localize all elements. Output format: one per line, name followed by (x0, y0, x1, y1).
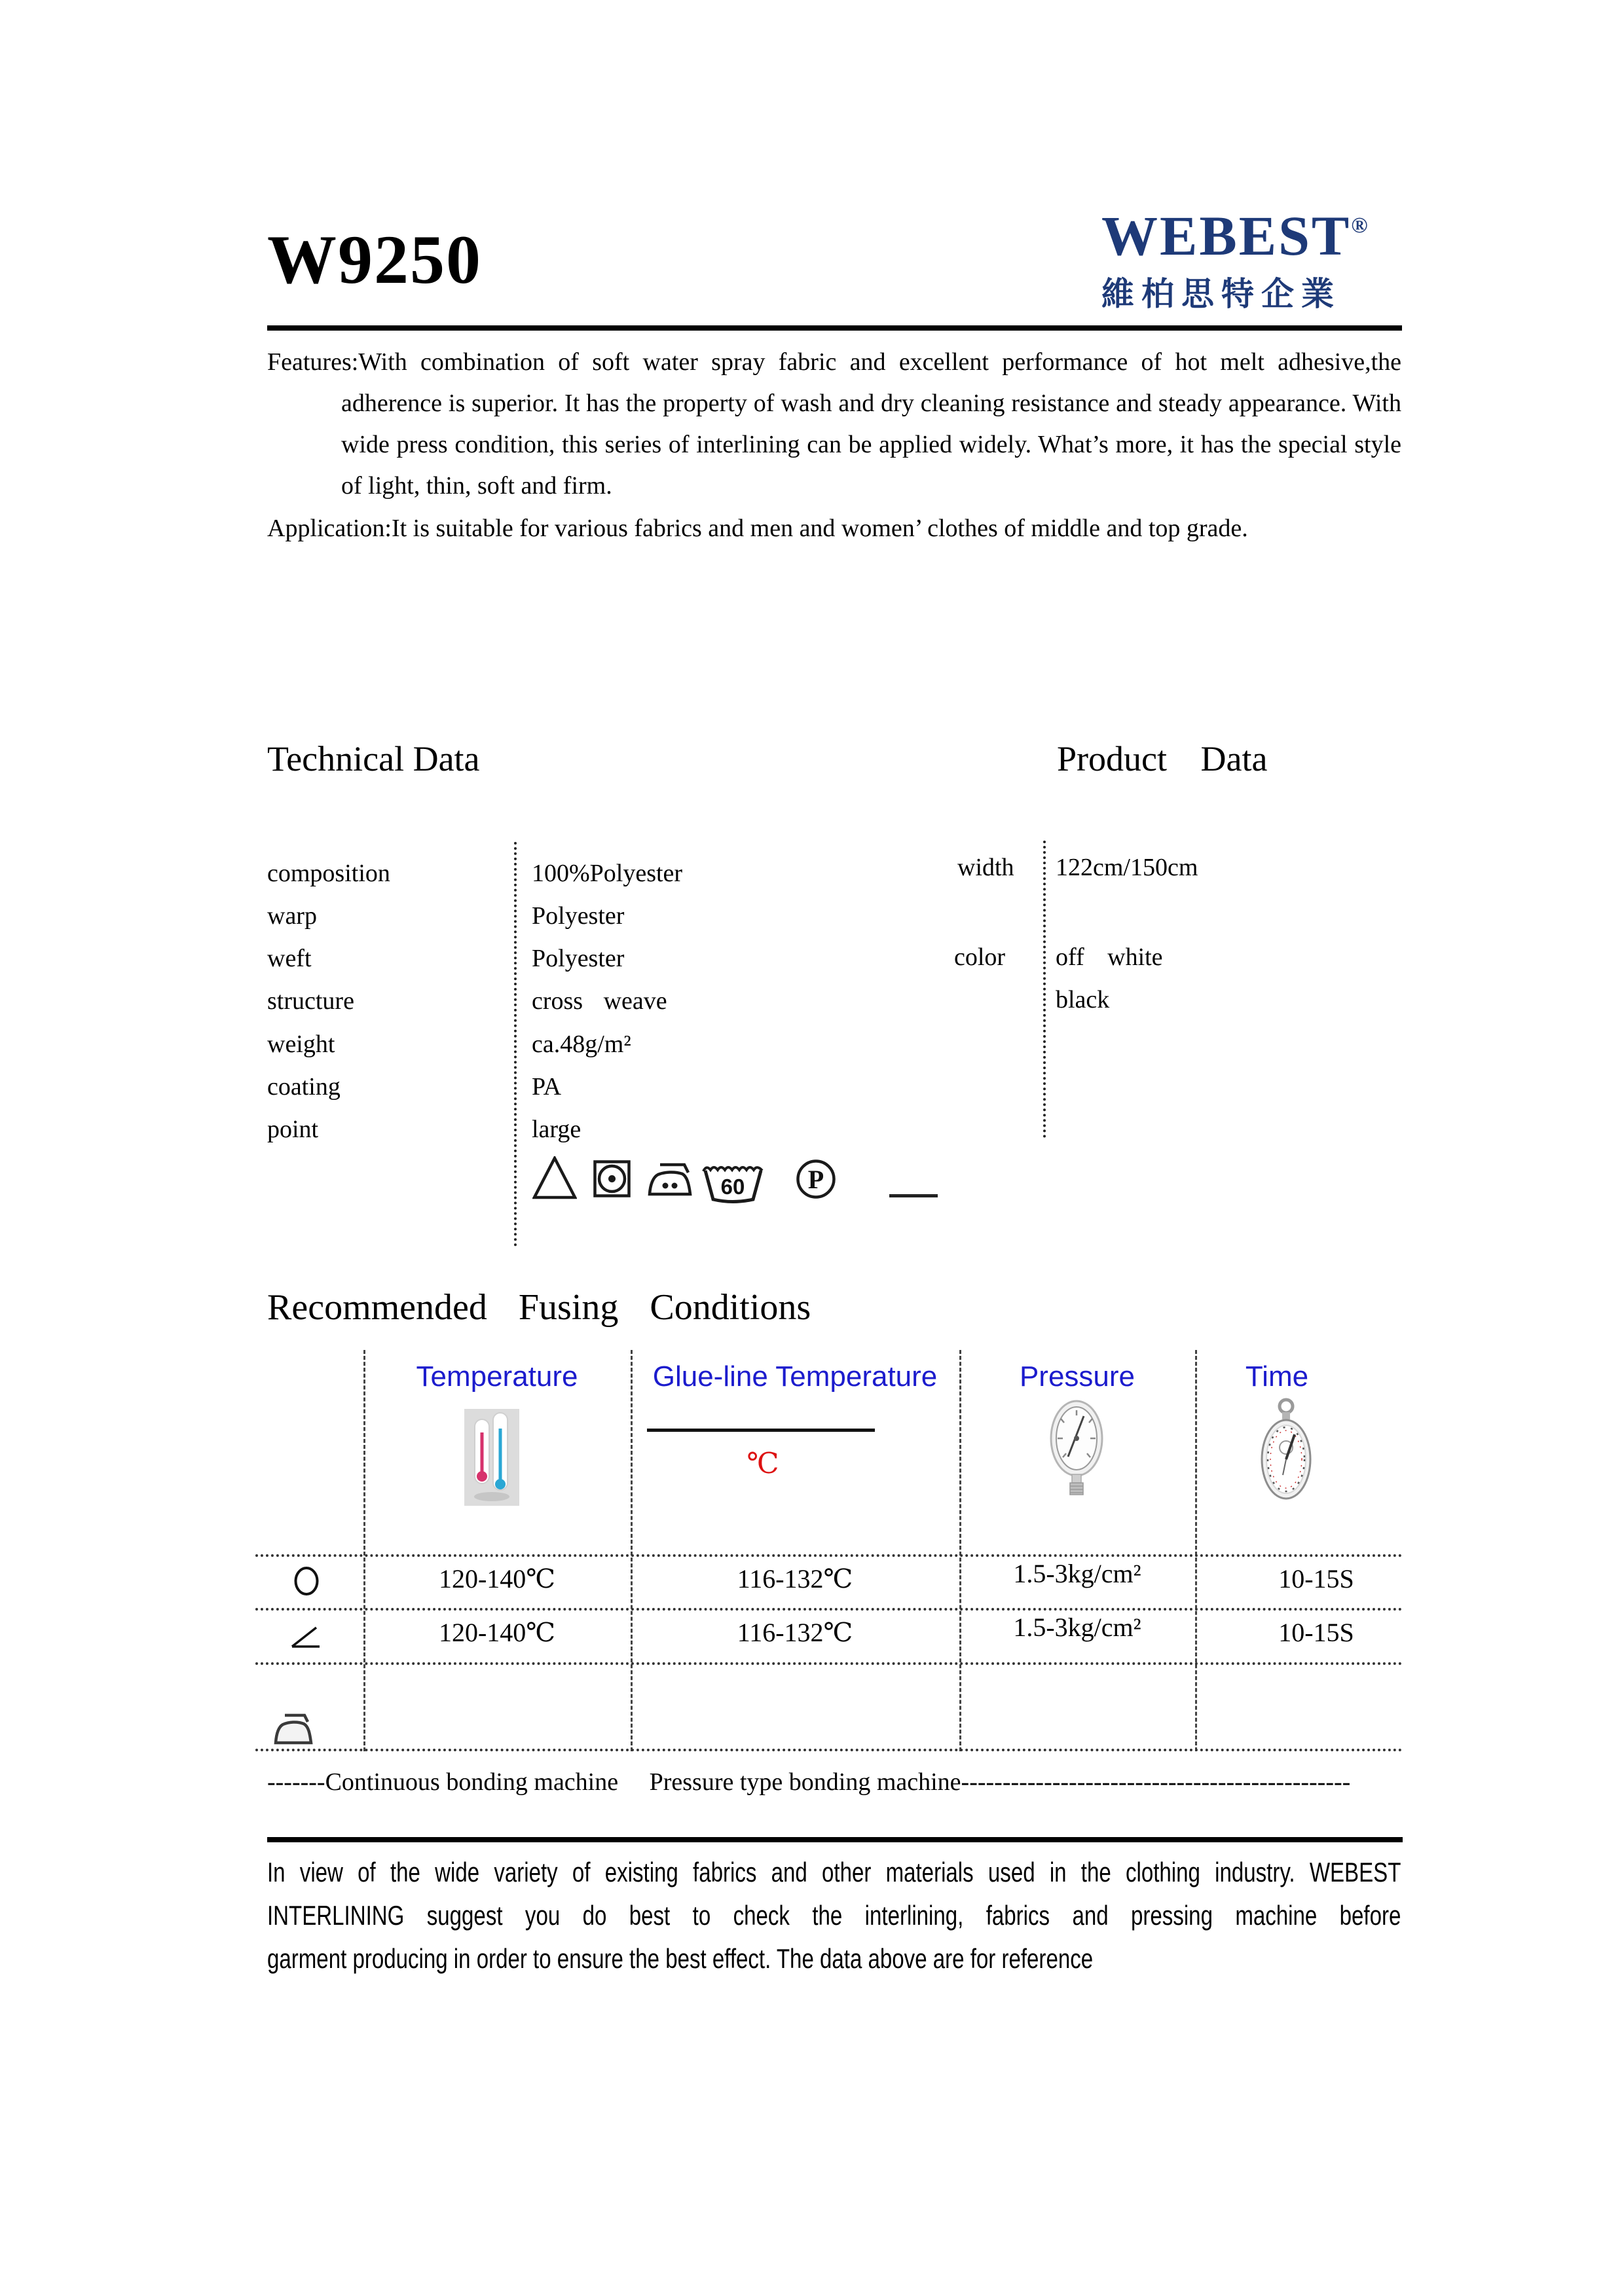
dry-clean-p-icon (796, 1159, 836, 1199)
product-width-label: width (957, 854, 1014, 881)
product-color-value: black (1056, 986, 1110, 1013)
iron-two-dots-icon (647, 1160, 693, 1198)
bonding-machines-note: -------Continuous bonding machine Pressure type bonding machine----------------------------------------------- (267, 1768, 1351, 1796)
row-symbol-angle (290, 1625, 322, 1649)
features-line: wide press condition, this series of interlining can be applied widely. What’s more, it has the special style (341, 431, 1401, 458)
footer-line: In view of the wide variety of existing fabrics and other materials used in the clothing industry. WEBEST (267, 1857, 1401, 1887)
tech-row-label: weft (267, 945, 312, 972)
features-line: Features:With combination of soft water spray fabric and excellent performance of hot melt adhesive,the (267, 348, 1401, 376)
tech-row-label: warp (267, 902, 317, 930)
footer-line: garment producing in order to ensure the best effect. The data above are for reference (267, 1943, 1094, 1974)
tech-row-value: Polyester (532, 945, 625, 972)
column-header-time: Time (1245, 1360, 1309, 1393)
technical-table-divider (514, 842, 517, 1247)
tumble-dry-icon (593, 1160, 631, 1197)
wash-60-icon (702, 1163, 764, 1205)
application-line: Application:It is suitable for various fabrics and men and women’ clothes of middle and top grade. (267, 515, 1248, 542)
footer-line: INTERLINING suggest you do best to check the interlining, fabrics and pressing machine before (267, 1900, 1401, 1931)
fusing-cell-pressure: 1.5-3kg/cm² (1013, 1613, 1141, 1642)
header-divider (267, 325, 1402, 331)
thermometer-icon (464, 1409, 519, 1506)
tech-row-value: Polyester (532, 902, 625, 930)
fusing-cell-glue-line: 116-132℃ (737, 1618, 853, 1647)
tech-row-label: composition (267, 860, 390, 887)
registered-trademark-icon: ® (1351, 213, 1368, 238)
fusing-cell-time: 10-15S (1278, 1564, 1354, 1594)
glue-line-underline (647, 1429, 875, 1432)
features-line: adherence is superior. It has the property of wash and dry cleaning resistance and steady appearance. With (341, 390, 1401, 417)
fusing-cell-pressure: 1.5-3kg/cm² (1013, 1559, 1141, 1588)
tech-row-label: weight (267, 1030, 335, 1058)
fusing-cell-glue-line: 116-132℃ (737, 1564, 853, 1594)
product-color-value: off white (1056, 943, 1163, 971)
fusing-conditions-title: Recommended Fusing Conditions (267, 1287, 811, 1328)
fusing-cell-temperature: 120-140℃ (438, 1564, 556, 1594)
tech-row-value: cross weave (532, 987, 667, 1015)
fusing-table-vline (1195, 1350, 1197, 1751)
tech-row-value: large (532, 1116, 581, 1143)
column-header-temperature: Temperature (416, 1360, 578, 1393)
features-line: of light, thin, soft and firm. (341, 472, 612, 500)
dry-clean-letter: P (807, 1165, 824, 1194)
fusing-table-hline (255, 1749, 1403, 1751)
technical-data-title: Technical Data (267, 739, 480, 778)
footer-divider (267, 1837, 1403, 1842)
fusing-table-hline (255, 1608, 1403, 1611)
fusing-table-hline (255, 1554, 1403, 1557)
glue-line-unit: ℃ (747, 1448, 779, 1480)
product-width-value: 122cm/150cm (1056, 854, 1198, 881)
tech-row-value: PA (532, 1073, 562, 1101)
fusing-table-vline (631, 1350, 633, 1751)
row-symbol-circle (293, 1566, 320, 1596)
tech-row-label: structure (267, 987, 354, 1015)
product-code-title: W9250 (267, 221, 482, 298)
wash-temp-label: 60 (720, 1175, 745, 1199)
fusing-table-vline (959, 1350, 961, 1751)
fusing-cell-time: 10-15S (1278, 1618, 1354, 1647)
brand-wordmark (1101, 196, 1409, 265)
brand-chinese-name: 維柏思特企業 (1101, 275, 1341, 313)
tech-row-value: 100%Polyester (532, 860, 683, 887)
stopwatch-icon (1256, 1397, 1316, 1501)
brand-text: WEBEST (1101, 204, 1352, 267)
fusing-cell-temperature: 120-140℃ (438, 1618, 556, 1647)
column-header-pressure: Pressure (1019, 1360, 1135, 1393)
tech-row-value: ca.48g/m² (532, 1030, 631, 1058)
pressure-gauge-icon (1048, 1398, 1105, 1501)
bleach-triangle-icon (532, 1156, 577, 1199)
product-data-title: Product Data (1057, 739, 1268, 778)
fusing-table-hline (255, 1662, 1403, 1665)
brand-logo (1101, 196, 1409, 315)
row-symbol-iron (274, 1710, 313, 1747)
product-table-divider (1043, 841, 1046, 1138)
tech-row-label: point (267, 1116, 319, 1143)
tech-row-label: coating (267, 1073, 341, 1101)
care-line-icon (889, 1194, 938, 1197)
column-header-glue-line: Glue-line Temperature (652, 1360, 938, 1393)
product-color-label: color (954, 943, 1006, 971)
fusing-table-vline (363, 1350, 365, 1751)
